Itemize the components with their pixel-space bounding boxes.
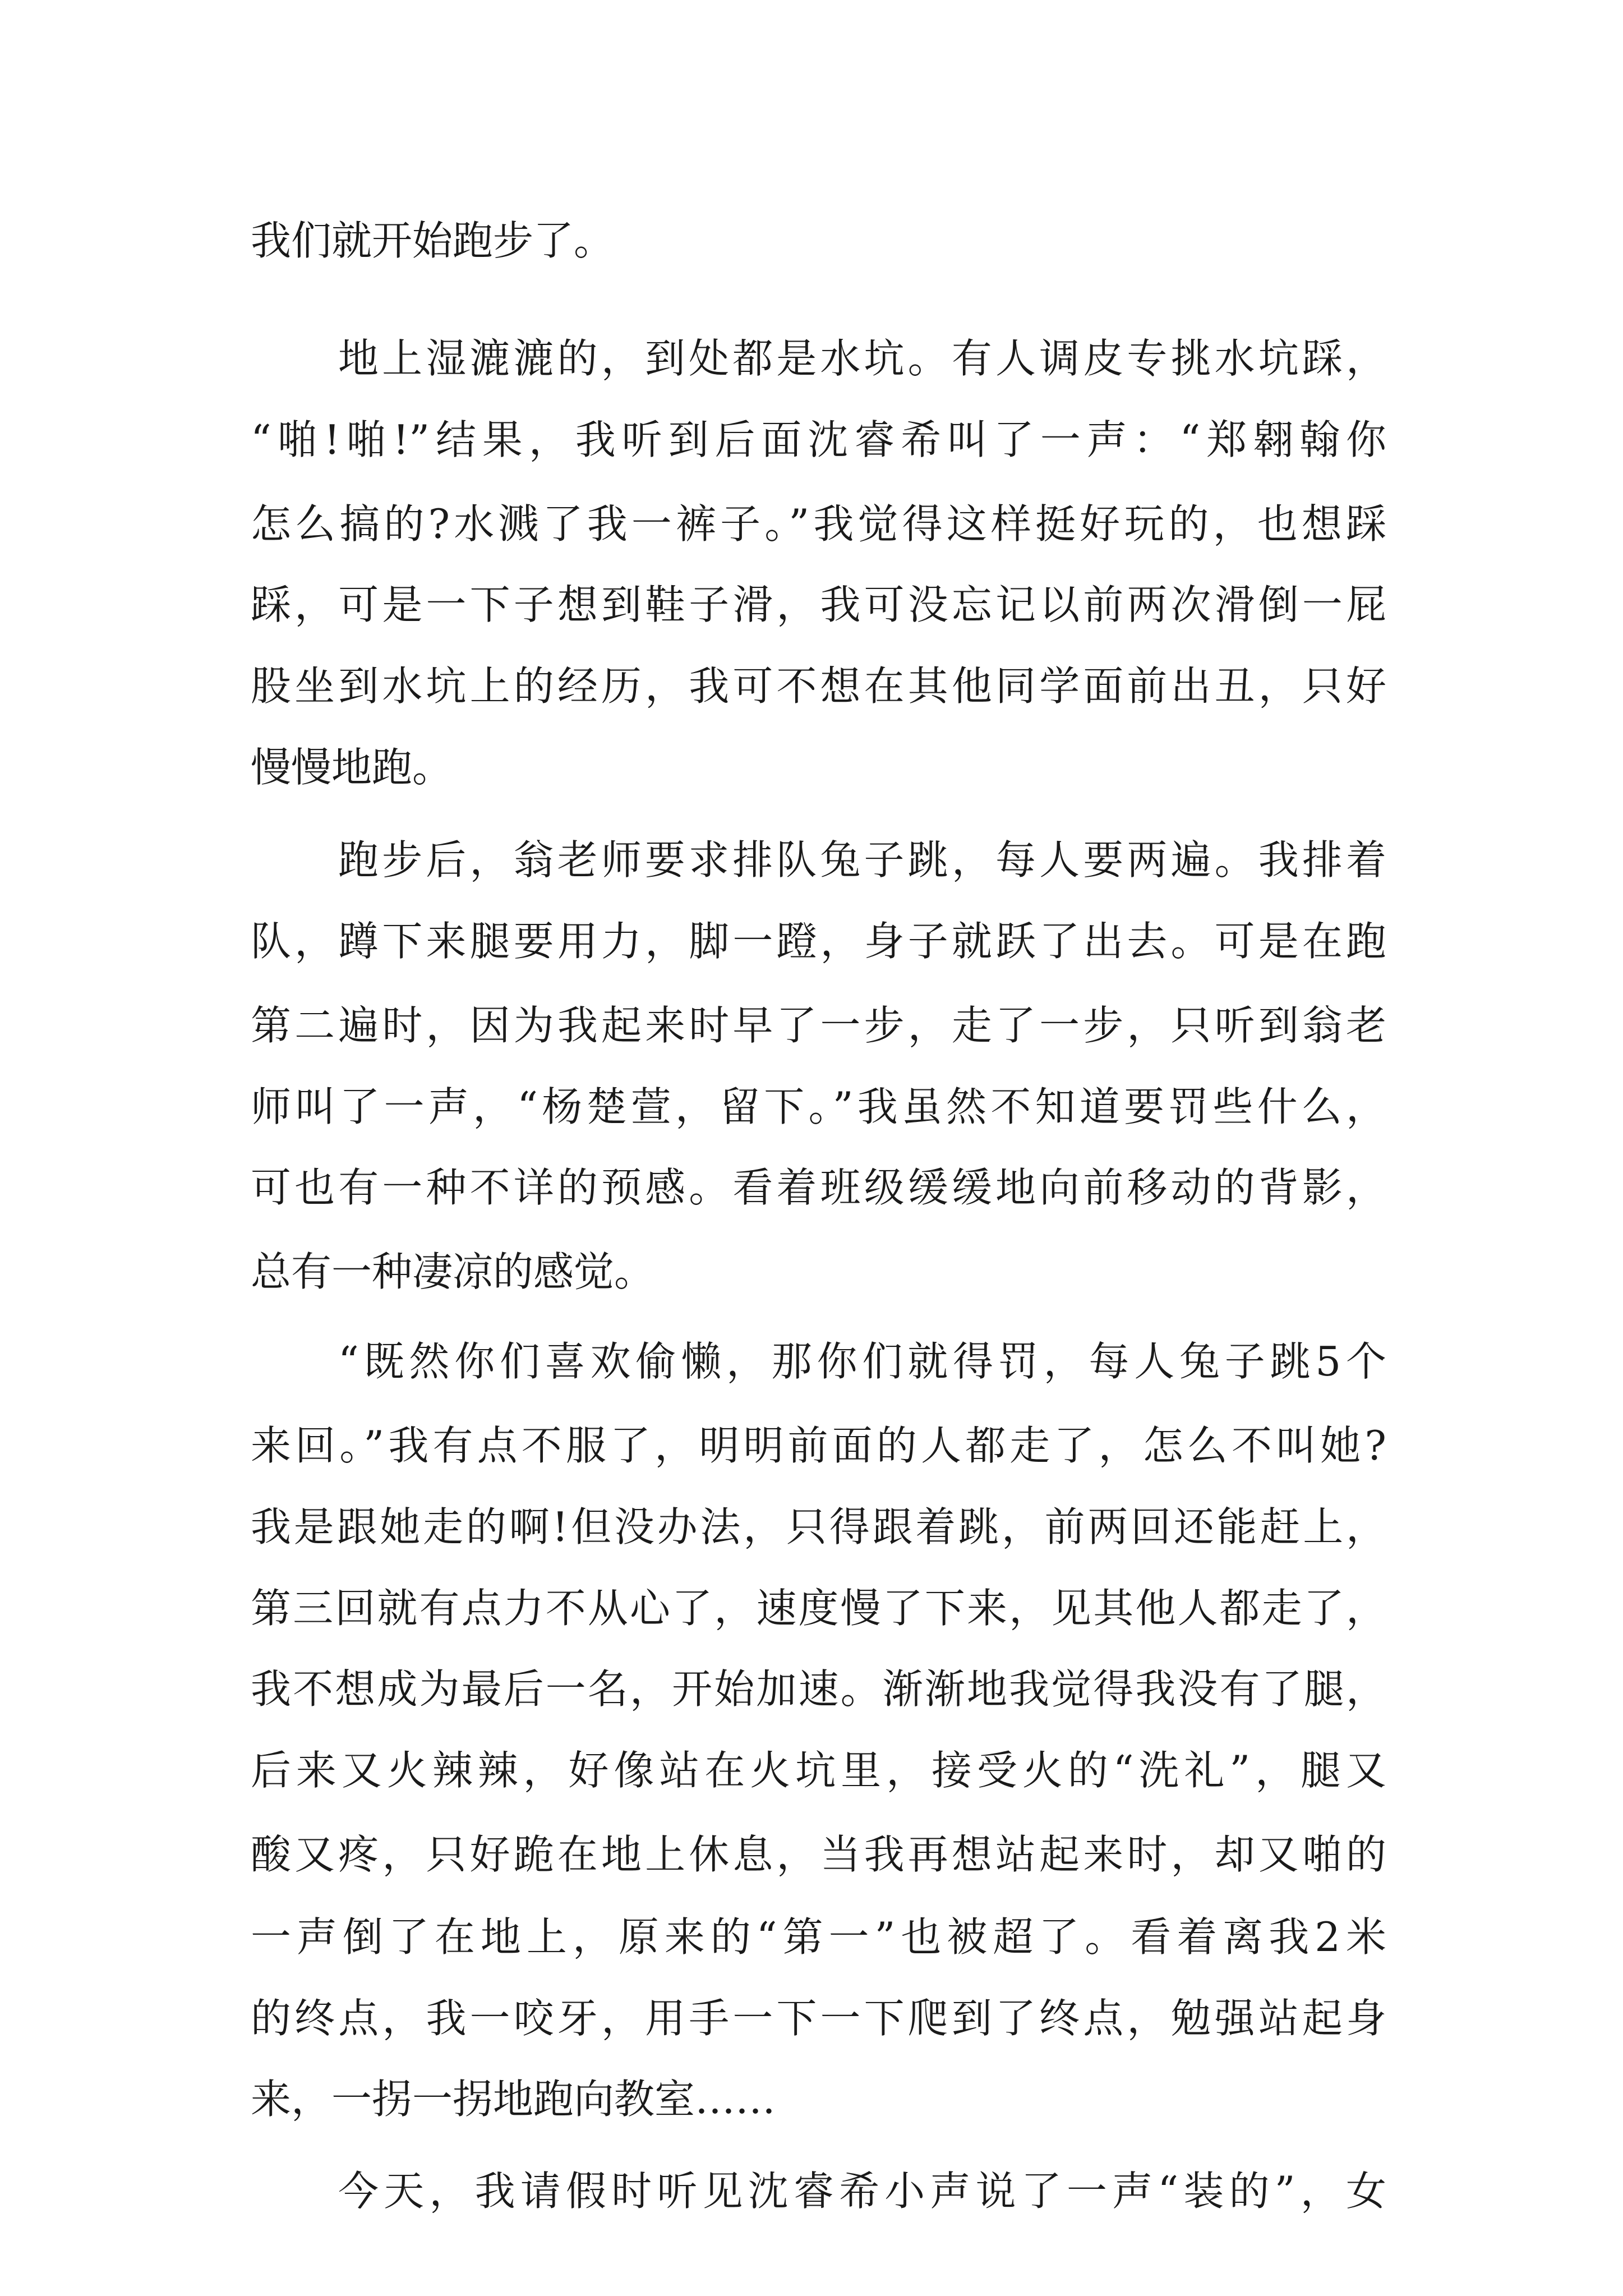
text-line: 队，蹲下来腿要用力，脚一蹬，身子就跃了出去。可是在跑 [251,918,1386,965]
text-line: “既然你们喜欢偷懒，那你们就得罚，每人兔子跳5个 [338,1338,1386,1385]
text-line: “啪!啪!”结果，我听到后面沈睿希叫了一声：“郑翱翰你 [251,416,1386,463]
text-line: 今天，我请假时听见沈睿希小声说了一声“装的”，女 [338,2168,1386,2215]
text-line: 股坐到水坑上的经历，我可不想在其他同学面前出丑，只好 [251,662,1386,710]
text-line: 我们就开始跑步了。 [251,217,615,264]
text-line: 可也有一种不详的预感。看着班级缓缓地向前移动的背影， [251,1164,1386,1211]
text-line: 酸又疼，只好跪在地上休息，当我再想站起来时，却又啪的 [251,1831,1386,1878]
text-line: 总有一种凄凉的感觉。 [251,1248,655,1295]
text-line: 我不想成为最后一名，开始加速。渐渐地我觉得我没有了腿， [251,1665,1386,1713]
text-line: 怎么搞的?水溅了我一裤子。”我觉得这样挺好玩的，也想踩 [251,500,1386,547]
text-line: 来回。”我有点不服了，明明前面的人都走了，怎么不叫她? [251,1422,1386,1469]
text-line: 地上湿漉漉的，到处都是水坑。有人调皮专挑水坑踩， [338,335,1386,382]
text-line: 第三回就有点力不从心了，速度慢了下来，见其他人都走了， [251,1585,1386,1632]
text-line: 后来又火辣辣，好像站在火坑里，接受火的“洗礼”，腿又 [251,1747,1386,1794]
text-line: 我是跟她走的啊!但没办法，只得跟着跳，前两回还能赶上， [251,1503,1386,1550]
text-line: 一声倒了在地上，原来的“第一”也被超了。看着离我2米 [251,1913,1386,1961]
text-line: 跑步后，翁老师要求排队兔子跳，每人要两遍。我排着 [338,836,1386,884]
text-line: 师叫了一声，“杨楚萱，留下。”我虽然不知道要罚些什么， [251,1083,1386,1130]
text-line: 第二遍时，因为我起来时早了一步，走了一步，只听到翁老 [251,1002,1386,1049]
text-line: 来，一拐一拐地跑向教室…… [251,2076,776,2123]
text-line: 慢慢地跑。 [251,744,453,791]
text-line: 踩，可是一下子想到鞋子滑，我可没忘记以前两次滑倒一屁 [251,581,1386,628]
text-line: 的终点，我一咬牙，用手一下一下爬到了终点，勉强站起身 [251,1995,1386,2042]
